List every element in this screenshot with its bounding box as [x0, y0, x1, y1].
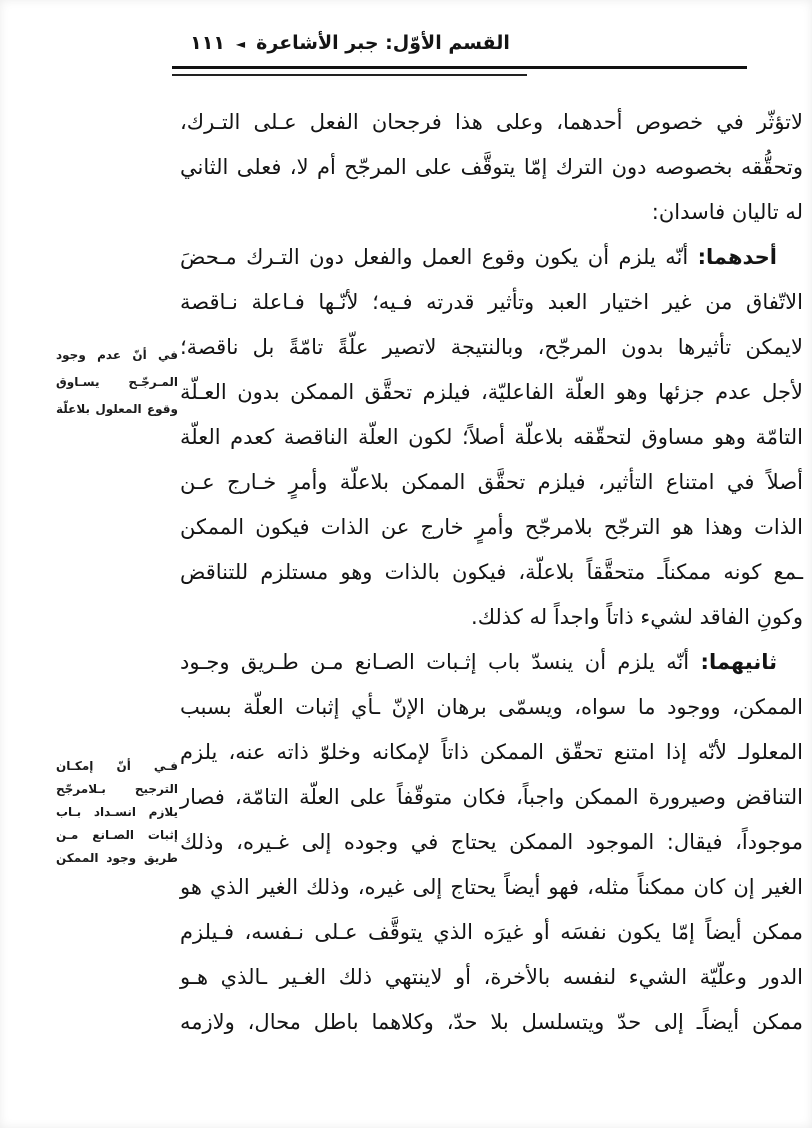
body-line: المعلولـ لأنّه إذا امتنع تحقّق الممكن ذاتاً لإمكانه وخلوّ ذاته عنه، يلزم — [180, 740, 803, 764]
body-line-text: أنّه يلزم أن ينسدّ باب إثـبات الصـانع مـن طـريق وجـود — [180, 650, 701, 674]
page-number: ١١١ — [190, 32, 225, 54]
body-line: ممكن أيضاً إمّا يكون نفسَه أو غيرَه الذي يتوقَّف عـلى نـفسه، فـيلزم — [180, 920, 803, 944]
body-line: له تاليان فاسدان: — [651, 200, 803, 224]
body-line: لأجل عدم جزئها وهو العلّة الفاعليّة، فيلزم تحقَّق الممكن بدون العـلّة — [180, 380, 803, 404]
body-text — [180, 100, 803, 1045]
margin-note-line: الترجيح بـلامرجّح — [56, 782, 178, 796]
left-pointer-icon: ◄ — [235, 37, 246, 51]
body-line: الممكن، ووجود ما سواه، ويسمّى برهان الإنّ ـأي إثبات العلّة بسبب — [180, 695, 803, 719]
margin-note-line: يلازم انسـداد بـاب — [56, 805, 178, 819]
body-line: وتحقُّقه بخصوصه دون الترك إمّا يتوقَّف على المرجّح أم لا، فعلى الثاني — [180, 155, 803, 179]
margin-note-line: المـرجّـح يسـاوق — [56, 375, 178, 389]
body-line: التناقض وصيرورة الممكن واجباً، فكان متوقّفاً على العلّة التامّة، فصار — [180, 785, 803, 809]
header-rule-top — [172, 66, 747, 69]
body-line: الغير إن كان ممكناً مثله، فهو أيضاً يحتاج إلى غيره، وذلك الغير الذي هو — [180, 875, 803, 899]
body-line: الاتّفاق من غير اختيار العبد وتأثير قدرته فـيه؛ لأنّـها فـاعلة نـاقصة — [180, 290, 803, 314]
body-line — [180, 640, 803, 685]
running-head — [172, 27, 528, 59]
margin-note — [56, 755, 178, 870]
margin-note-line: في أنّ عدم وجود — [56, 348, 178, 362]
body-line: موجوداً، فيقال: الموجود الممكن يحتاج في وجوده إلى غـيره، وذلك — [180, 830, 803, 854]
paragraph-lead: ثانيهما: — [700, 650, 777, 674]
body-line-text: أنّه يلزم أن يكون وقوع العمل والفعل دون التـرك مـحضَ — [180, 245, 698, 269]
body-line — [180, 235, 803, 280]
body-line: وكونِ الفاقد لشيء ذاتاً واجداً له كذلك. — [471, 605, 803, 629]
body-line: الذات وهذا هو الترجّح بلامرجّح وأمرٍ خارج عن الذات فيكون الممكن — [180, 515, 803, 539]
body-line: لاتؤثّر في خصوص أحدهما، وعلى هذا فرجحان الفعل عـلى التـرك، — [180, 110, 803, 134]
body-line: لايمكن تأثيرها بدون المرجّح، وبالنتيجة لاتصير علّةً تامّةً بل ناقصة؛ — [180, 335, 803, 359]
margin-note-line: فـي أنّ إمكـان — [56, 759, 178, 773]
body-line: ـمع كونه ممكناًـ متحقَّقاً بلاعلّة، فيكون بالذات وهو مستلزم للتناقض — [180, 560, 803, 584]
body-line: أصلاً في امتناع التأثير، فيلزم تحقَّق الممكن بلاعلّة وأمرٍ خـارج عـن — [180, 470, 803, 494]
section-title: القسم الأوّل: جبر الأشاعرة — [256, 32, 510, 54]
body-line: ممكن أيضاًـ إلى حدّ ويتسلسل بلا حدّ، وكلاهما باطل محال، ولازمه — [180, 1010, 803, 1034]
body-line: التامّة وهو مساوق لتحقّقه بلاعلّة أصلاً؛ لكون العلّة الناقصة كعدم العلّة — [180, 425, 803, 449]
body-line: الدور وعلّيّة الشيء لنفسه بالأخرة، أو لاينتهي ذلك الغـير ـالذي هـو — [180, 965, 803, 989]
margin-note — [56, 342, 178, 423]
header-rule-bottom — [172, 74, 527, 76]
margin-note-line: وقوع المعلول بلاعلّة — [56, 402, 178, 416]
paragraph-lead: أحدهما: — [697, 245, 777, 269]
margin-note-line: طريق وجود الممكن — [56, 851, 178, 865]
margin-note-line: إثبات الصـانع مـن — [56, 828, 178, 842]
